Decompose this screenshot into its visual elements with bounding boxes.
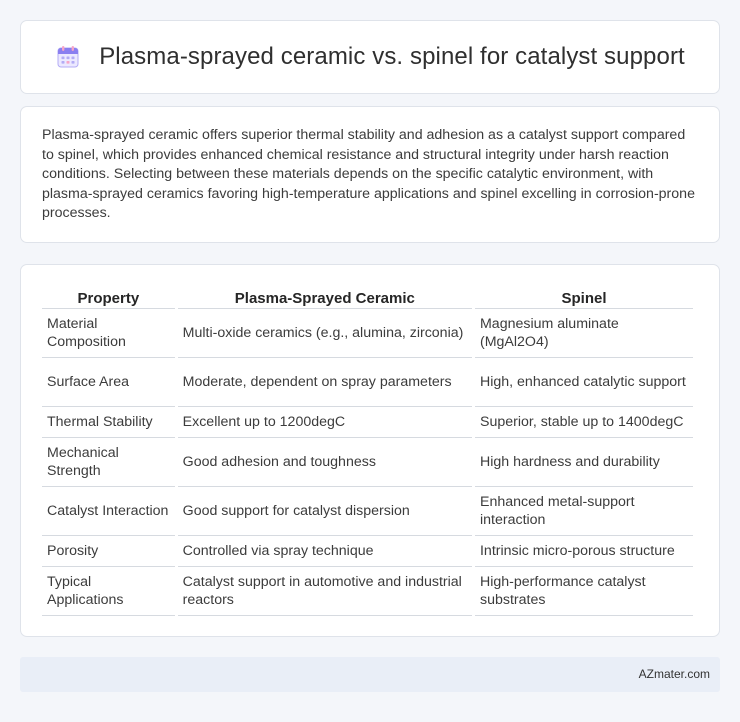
ceramic-cell: Multi-oxide ceramics (e.g., alumina, zirconia) <box>178 309 472 358</box>
spinel-cell: High-performance catalyst substrates <box>475 567 693 616</box>
header-spinel: Spinel <box>475 286 693 309</box>
table-row <box>42 358 693 407</box>
spinel-cell: Enhanced metal-support interaction <box>475 487 693 536</box>
spinel-cell: High, enhanced catalytic support <box>475 358 693 407</box>
comparison-card <box>20 264 720 637</box>
table-row <box>42 487 693 536</box>
ceramic-cell: Good adhesion and toughness <box>178 438 472 487</box>
ceramic-cell: Good support for catalyst dispersion <box>178 487 472 536</box>
ceramic-cell: Excellent up to 1200degC <box>178 407 472 438</box>
title-card <box>20 20 720 94</box>
ceramic-cell: Moderate, dependent on spray parameters <box>178 358 472 407</box>
property-cell: Porosity <box>42 536 175 567</box>
footer-bar <box>20 657 720 692</box>
property-cell: Catalyst Interaction <box>42 487 175 536</box>
table-row <box>42 309 693 358</box>
table-row <box>42 567 693 616</box>
table-row <box>42 407 693 438</box>
source-credit: AZmater.com <box>638 667 710 681</box>
header-property: Property <box>42 286 175 309</box>
spinel-cell: Magnesium aluminate (MgAl2O4) <box>475 309 693 358</box>
intro-paragraph: Plasma-sprayed ceramic offers superior thermal stability and adhesion as a catalyst support compared to spinel, which provides enhanced chemical resistance and structural integrity under harsh reaction conditions. Selecting between these materials depends on the specific catalytic environment, with plasma-sprayed ceramics favoring high-temperature applications and spinel excelling in corrosion-prone processes. <box>42 127 695 222</box>
table-row <box>42 438 693 487</box>
spinel-cell: Intrinsic micro-porous structure <box>475 536 693 567</box>
property-cell: Typical Applications <box>42 567 175 616</box>
table-header-row <box>42 286 693 309</box>
title-row <box>21 21 719 93</box>
spinel-cell: Superior, stable up to 1400degC <box>475 407 693 438</box>
comparison-table <box>39 286 696 616</box>
intro-card <box>20 106 720 243</box>
property-cell: Mechanical Strength <box>42 438 175 487</box>
ceramic-cell: Controlled via spray technique <box>178 536 472 567</box>
header-plasma-sprayed-ceramic: Plasma-Sprayed Ceramic <box>178 286 472 309</box>
property-cell: Surface Area <box>42 358 175 407</box>
page-title: Plasma-sprayed ceramic vs. spinel for catalyst support <box>99 43 685 70</box>
property-cell: Material Composition <box>42 309 175 358</box>
calendar-icon <box>55 44 81 70</box>
ceramic-cell: Catalyst support in automotive and industrial reactors <box>178 567 472 616</box>
property-cell: Thermal Stability <box>42 407 175 438</box>
table-row <box>42 536 693 567</box>
spinel-cell: High hardness and durability <box>475 438 693 487</box>
